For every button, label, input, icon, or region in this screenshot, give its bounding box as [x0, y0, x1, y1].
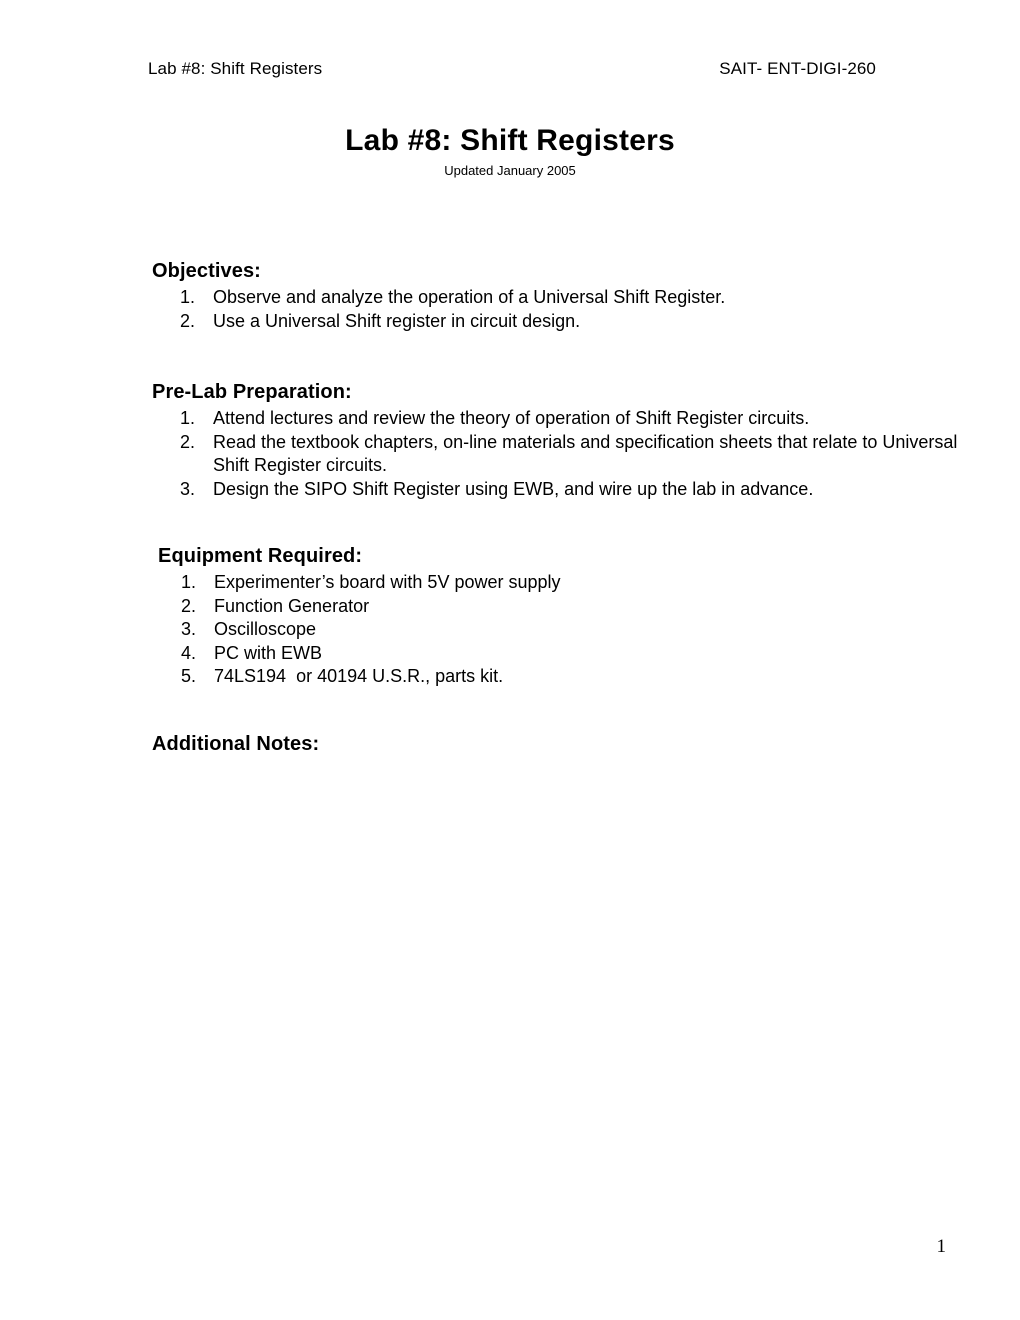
list-item: [181, 665, 958, 689]
list-item: [180, 407, 988, 431]
list-item: [181, 595, 958, 619]
list-item-text: Read the textbook chapters, on-line materials and specification sheets that relate to Universal Shift Register circuits.: [213, 431, 963, 475]
page-subtitle: Updated January 2005: [444, 163, 576, 178]
header-left-text: Lab #8: Shift Registers: [148, 59, 323, 78]
equipment-list: [181, 571, 958, 689]
list-item: [181, 642, 958, 666]
list-item-text: Design the SIPO Shift Register using EWB, and wire up the lab in advance.: [213, 478, 814, 499]
objectives-list: [180, 286, 952, 333]
page-title: Lab #8: Shift Registers: [345, 124, 675, 157]
list-item-number: 4.: [181, 642, 197, 663]
list-item: [180, 478, 988, 502]
pre-lab-list: [180, 407, 963, 501]
list-item-text: Function Generator: [214, 595, 370, 616]
list-item: [180, 431, 988, 478]
list-item-text: 74LS194 or 40194 U.S.R., parts kit.: [214, 666, 504, 686]
list-item-number: 3.: [180, 478, 196, 499]
list-item-text: Attend lectures and review the theory of operation of Shift Register circuits.: [213, 408, 810, 428]
list-item-number: 3.: [181, 619, 197, 639]
list-item-number: 2.: [180, 310, 196, 331]
list-item-number: 1.: [180, 408, 196, 428]
list-item-text: Experimenter’s board with 5V power supply: [214, 572, 561, 592]
section-heading-additional-notes: Additional Notes:: [152, 733, 320, 755]
list-item-text: Use a Universal Shift register in circuit design.: [213, 310, 581, 331]
section-heading-objectives: Objectives:: [152, 260, 261, 282]
list-item-text: PC with EWB: [214, 642, 323, 663]
section-pre-lab-preparation: [152, 379, 963, 501]
section-heading-pre-lab: Pre-Lab Preparation:: [152, 381, 352, 403]
list-item-number: 2.: [181, 595, 197, 616]
list-item: [180, 286, 952, 310]
section-heading-equipment: Equipment Required:: [158, 545, 363, 567]
list-item-number: 2.: [180, 431, 196, 452]
page-number: 1: [936, 1236, 946, 1257]
list-item: [181, 618, 958, 642]
running-header: [148, 58, 876, 80]
section-objectives: [152, 258, 952, 333]
list-item-text: Observe and analyze the operation of a Universal Shift Register.: [213, 287, 726, 307]
section-equipment-required: [158, 543, 958, 689]
list-item: [181, 571, 958, 595]
title-block: [0, 124, 1020, 179]
list-item-number: 1.: [181, 572, 197, 592]
header-right-text: SAIT- ENT-DIGI-260: [719, 59, 876, 78]
list-item: [180, 310, 952, 334]
section-additional-notes: [152, 731, 952, 759]
list-item-number: 1.: [180, 287, 196, 307]
list-item-number: 5.: [181, 666, 197, 686]
list-item-text: Oscilloscope: [214, 619, 317, 639]
